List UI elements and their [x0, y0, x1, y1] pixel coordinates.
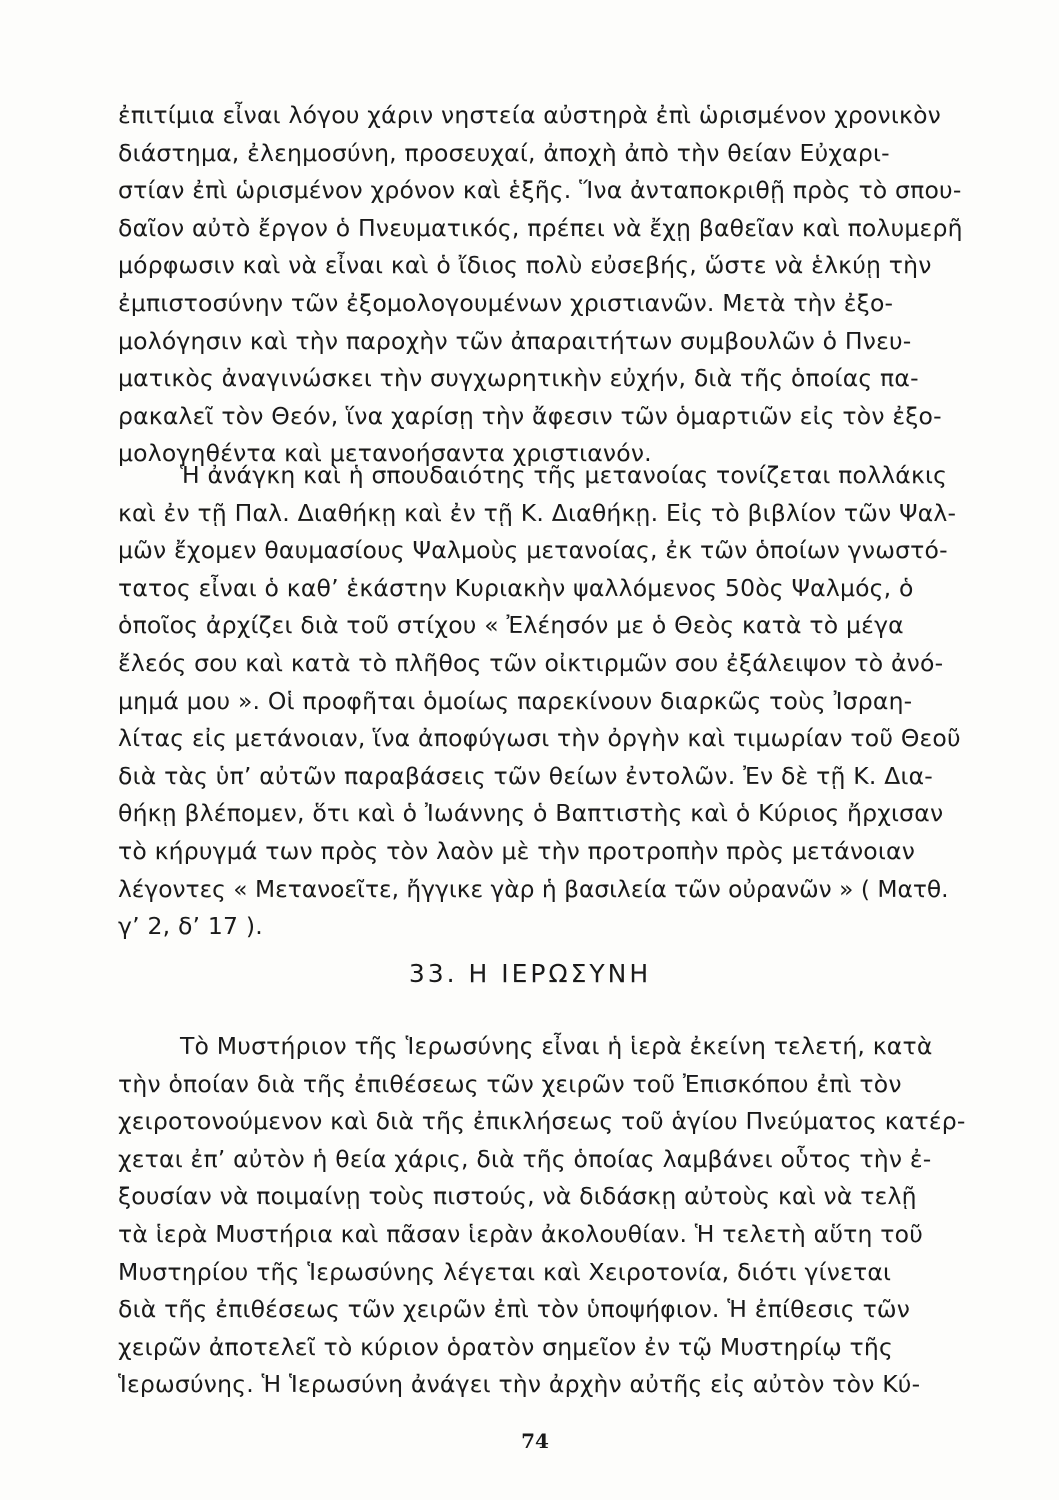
text-line: τατος εἶναι ὁ καθ’ ἑκάστην Κυριακὴν ψαλλόμενος 50ὸς Ψαλμός, ὁ: [118, 573, 914, 602]
text-line: ἔλεός σου καὶ κατὰ τὸ πλῆθος τῶν οἰκτιρμῶν σου ἐξάλειψον τὸ ἀνό-: [118, 648, 944, 677]
section-heading: 33. Η ΙΕΡΩΣΥΝΗ: [408, 959, 652, 988]
paragraph-repentance-importance: [118, 457, 966, 946]
text-line: μημά μου ». Οἱ προφῆται ὁμοίως παρεκίνουν διαρκῶς τοὺς Ἰσραη-: [118, 686, 913, 715]
text-line: μῶν ἔχομεν θαυμασίους Ψαλμοὺς μετανοίας, ἐκ τῶν ὁποίων γνωστό-: [118, 536, 948, 565]
text-line: ματικὸς ἀναγινώσκει τὴν συγχωρητικὴν εὐχήν, διὰ τῆς ὁποίας πα-: [118, 364, 919, 393]
text-line: χειροτονούμενον καὶ διὰ τῆς ἐπικλήσεως τοῦ ἁγίου Πνεύματος κατέρ-: [118, 1107, 966, 1136]
text-line: Μυστηρίου τῆς Ἱερωσύνης λέγεται καὶ Χειροτονία, διότι γίνεται: [118, 1257, 892, 1286]
text-line: στίαν ἐπὶ ὡρισμένον χρόνον καὶ ἑξῆς. Ἵνα ἀνταποκριθῇ πρὸς τὸ σπου-: [118, 176, 962, 205]
text-line: διὰ τῆς ἐπιθέσεως τῶν χειρῶν ἐπὶ τὸν ὑποψήφιον. Ἡ ἐπίθεσις τῶν: [118, 1295, 911, 1324]
text-line: λέγοντες « Μετανοεῖτε, ἤγγικε γὰρ ἡ βασιλεία τῶν οὐρανῶν » ( Ματθ.: [118, 874, 949, 903]
text-line: Ἡ ἀνάγκη καὶ ἡ σπουδαιότης τῆς μετανοίας τονίζεται πολλάκις: [180, 461, 948, 489]
text-line: λίτας εἰς μετάνοιαν, ἵνα ἀποφύγωσι τὴν ὀργὴν καὶ τιμωρίαν τοῦ Θεοῦ: [118, 724, 961, 753]
text-line: ρακαλεῖ τὸν Θεόν, ἵνα χαρίσῃ τὴν ἄφεσιν τῶν ὁμαρτιῶν εἰς τὸν ἐξο-: [118, 401, 942, 430]
text-line: χεται ἐπ’ αὐτὸν ἡ θεία χάρις, διὰ τῆς ὁποίας λαμβάνει οὗτος τὴν ἐ-: [118, 1144, 932, 1173]
text-line: Τὸ Μυστήριον τῆς Ἱερωσύνης εἶναι ἡ ἱερὰ ἐκείνη τελετή, κατὰ: [180, 1032, 933, 1060]
text-line: διὰ τὰς ὑπ’ αὐτῶν παραβάσεις τῶν θείων ἐντολῶν. Ἐν δὲ τῇ Κ. Δια-: [118, 761, 933, 790]
page-number: 74: [521, 1429, 549, 1453]
text-line: μόρφωσιν καὶ νὰ εἶναι καὶ ὁ ἴδιος πολὺ εὐσεβής, ὥστε νὰ ἑλκύῃ τὴν: [118, 251, 932, 280]
text-line: τὴν ὁποίαν διὰ τῆς ἐπιθέσεως τῶν χειρῶν τοῦ Ἐπισκόπου ἐπὶ τὸν: [118, 1069, 902, 1098]
text-line: διάστημα, ἐλεημοσύνη, προσευχαί, ἀποχὴ ἀπὸ τὴν θείαν Εὐχαρι-: [118, 138, 890, 167]
text-line: δαῖον αὐτὸ ἔργον ὁ Πνευματικός, πρέπει νὰ ἔχῃ βαθεῖαν καὶ πολυμερῆ: [118, 213, 963, 242]
paragraph-penance-continued: [118, 97, 966, 473]
text-line: χειρῶν ἀποτελεῖ τὸ κύριον ὁρατὸν σημεῖον ἐν τῷ Μυστηρίῳ τῆς: [118, 1332, 893, 1361]
text-line: ἐπιτίμια εἶναι λόγου χάριν νηστεία αὐστηρὰ ἐπὶ ὡρισμένον χρονικὸν: [118, 101, 941, 129]
text-line: ἐμπιστοσύνην τῶν ἐξομολογουμένων χριστιανῶν. Μετὰ τὴν ἐξο-: [118, 288, 894, 317]
text-line: τὸ κήρυγμά των πρὸς τὸν λαὸν μὲ τὴν προτροπὴν πρὸς μετάνοιαν: [118, 836, 916, 865]
text-line: Ἱερωσύνης. Ἡ Ἱερωσύνη ἀνάγει τὴν ἀρχὴν αὐτῆς εἰς αὐτὸν τὸν Κύ-: [118, 1370, 921, 1399]
text-line: τὰ ἱερὰ Μυστήρια καὶ πᾶσαν ἱερὰν ἀκολουθίαν. Ἡ τελετὴ αὕτη τοῦ: [118, 1219, 924, 1248]
text-line: γ’ 2, δ’ 17 ).: [118, 912, 263, 941]
text-line: θήκῃ βλέπομεν, ὅτι καὶ ὁ Ἰωάννης ὁ Βαπτιστὴς καὶ ὁ Κύριος ἤρχισαν: [118, 799, 944, 828]
text-line: ὁποῖος ἀρχίζει διὰ τοῦ στίχου « Ἐλέησόν με ὁ Θεὸς κατὰ τὸ μέγα: [118, 611, 904, 640]
text-line: ξουσίαν νὰ ποιμαίνῃ τοὺς πιστούς, νὰ διδάσκῃ αὐτοὺς καὶ νὰ τελῇ: [118, 1182, 917, 1211]
text-line: καὶ ἐν τῇ Παλ. Διαθήκῃ καὶ ἐν τῇ Κ. Διαθήκῃ. Εἰς τὸ βιβλίον τῶν Ψαλ-: [118, 498, 957, 527]
text-line: μολογηθέντα καὶ μετανοήσαντα χριστιανόν.: [118, 439, 652, 468]
text-line: μολόγησιν καὶ τὴν παροχὴν τῶν ἀπαραιτήτων συμβουλῶν ὁ Πνευ-: [118, 326, 912, 355]
paragraph-priesthood: [118, 1028, 966, 1404]
